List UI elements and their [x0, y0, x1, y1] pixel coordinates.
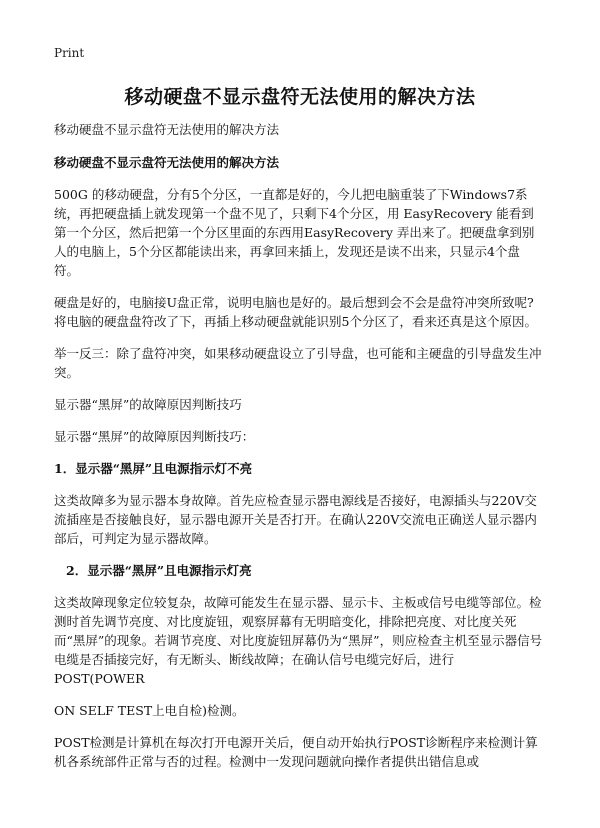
section-title-plain: 显示器“黑屏”的故障原因判断技巧 [54, 397, 242, 412]
section-title-colon: 显示器“黑屏”的故障原因判断技巧： [54, 429, 255, 444]
paragraph-2: 硬盘是好的，电脑接U盘正常，说明电脑也是好的。最后想到会不会是盘符冲突所致呢?将电脑的硬盘盘符改了下，再插上移动硬盘就能识别5个分区了，看来还真是这个原因。 [54, 295, 537, 329]
subtitle-bold: 移动硬盘不显示盘符无法使用的解决方法 [54, 155, 280, 170]
subtitle-plain: 移动硬盘不显示盘符无法使用的解决方法 [54, 122, 280, 137]
paragraph-1: 500G 的移动硬盘，分有5个分区，一直都是好的，今儿把电脑重装了下Windows7系统，再把硬盘插上就发现第一个盘不见了，只剩下4个分区，用 EasyRecovery 能看到第一个分区，然后把第一个分区里面的东西用EasyRecovery 弄出来了。把硬盘拿到别人的电脑上，5个分区都能读出来，再拿回来插上，发现还是读不出来，只显示4个盘符。 [54, 187, 535, 278]
print-link[interactable]: Print [54, 46, 85, 60]
paragraph-4: 这类故障多为显示器本身故障。首先应检查显示器电源线是否接好，电源插头与220V交流插座是否接触良好，显示器电源开关是否打开。在确认220V交流电正确送人显示器内部后，可判定为显示器故障。 [54, 493, 537, 546]
paragraph-5: 这类故障现象定位较复杂，故障可能发生在显示器、显示卡、主板或信号电缆等部位。检测时首先调节亮度、对比度旋钮，观察屏幕有无明暗变化，排除把亮度、对比度关死而“黑屏”的现象。若调节亮度、对比度旋钮屏幕仍为“黑屏”，则应检查主机至显示器信号电缆是否插接完好，有无断头、断线故障；在确认信号电缆完好后，进行POST(POWER [54, 595, 543, 686]
document-title: 移动硬盘不显示盘符无法使用的解决方法 [124, 86, 476, 108]
paragraph-3: 举一反三：除了盘符冲突，如果移动硬盘设立了引导盘，也可能和主硬盘的引导盘发生冲突。 [54, 346, 542, 380]
paragraph-7: POST检测是计算机在每次打开电源开关后，便自动开始执行POST诊断程序来检测计算机各系统部件正常与否的过程。检测中一发现问题就向操作者提供出错信息或 [54, 735, 538, 769]
heading-1: 1．显示器“黑屏”且电源指示灯不亮 [54, 461, 253, 476]
paragraph-6: ON SELF TEST上电自检)检测。 [54, 703, 245, 718]
heading-2: 2．显示器“黑屏”且电源指示灯亮 [66, 563, 252, 578]
document-body [54, 120, 544, 784]
